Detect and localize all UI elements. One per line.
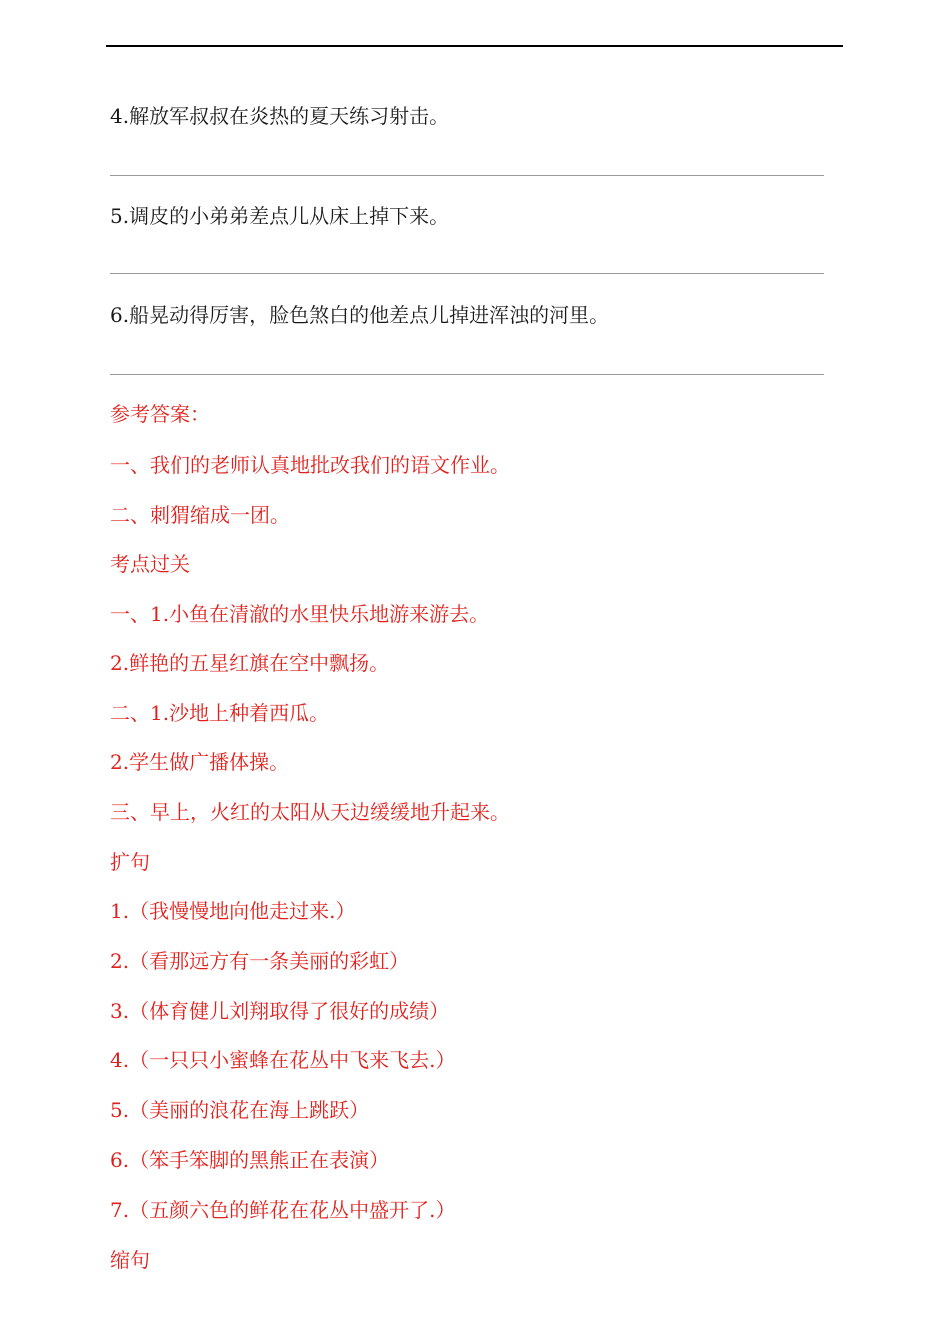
kuoju-line-2: 2.（看那远方有一条美丽的彩虹） [110, 949, 410, 973]
answers-heading: 参考答案： [110, 402, 210, 426]
header-rule [106, 45, 843, 47]
kuoju-line-4: 4.（一只只小蜜蜂在花丛中飞来飞去.） [110, 1048, 456, 1072]
kuoju-heading: 扩句 [110, 850, 150, 874]
answer-line-6 [110, 374, 824, 375]
answer-line-5 [110, 273, 824, 274]
answer-part2: 二、刺猬缩成一团。 [110, 503, 290, 527]
kuoju-line-5: 5.（美丽的浪花在海上跳跃） [110, 1098, 370, 1122]
suoju-heading: 缩句 [110, 1248, 150, 1272]
kuoju-line-7: 7.（五颜六色的鲜花在花丛中盛开了.） [110, 1198, 456, 1222]
question-6: 6.船晃动得厉害，脸色煞白的他差点儿掉进浑浊的河里。 [110, 303, 610, 327]
kuoju-line-6: 6.（笨手笨脚的黑熊正在表演） [110, 1148, 390, 1172]
kaodian-line-3: 二、1.沙地上种着西瓜。 [110, 701, 330, 725]
question-4: 4.解放军叔叔在炎热的夏天练习射击。 [110, 104, 450, 128]
answer-line-4 [110, 175, 824, 176]
kaodian-heading: 考点过关 [110, 552, 190, 576]
kaodian-line-5: 三、早上，火红的太阳从天边缓缓地升起来。 [110, 800, 510, 824]
kuoju-line-1: 1.（我慢慢地向他走过来.） [110, 899, 356, 923]
kaodian-line-2: 2.鲜艳的五星红旗在空中飘扬。 [110, 651, 390, 675]
kuoju-line-3: 3.（体育健儿刘翔取得了很好的成绩） [110, 999, 450, 1023]
kaodian-line-4: 2.学生做广播体操。 [110, 750, 290, 774]
kaodian-line-1: 一、1.小鱼在清澈的水里快乐地游来游去。 [110, 602, 490, 626]
answer-part1: 一、我们的老师认真地批改我们的语文作业。 [110, 453, 510, 477]
question-5: 5.调皮的小弟弟差点儿从床上掉下来。 [110, 204, 450, 228]
